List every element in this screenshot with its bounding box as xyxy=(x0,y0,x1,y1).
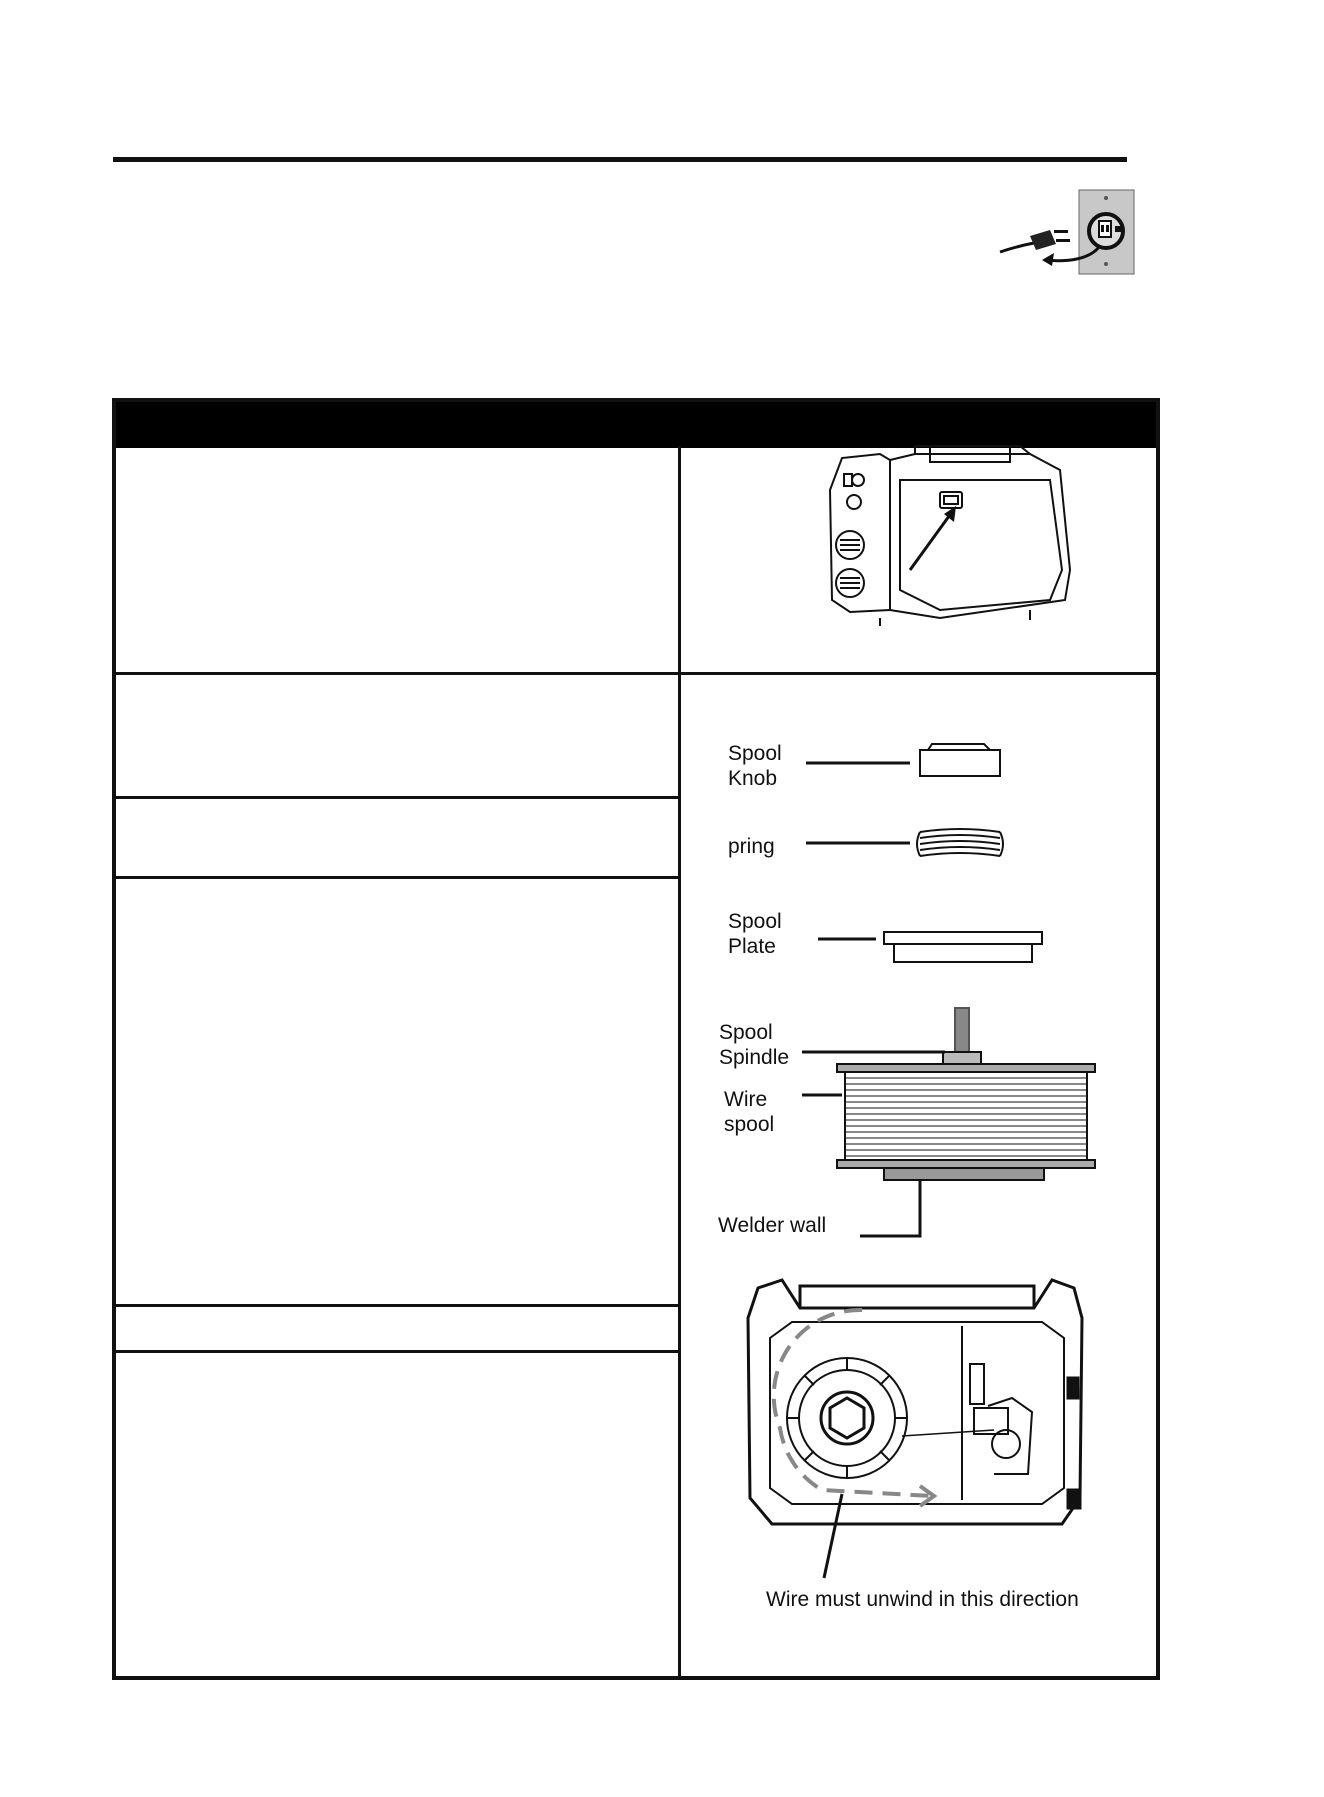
welder-side-panel-illustration xyxy=(820,450,1080,630)
spool-spindle-label: Spool Spindle xyxy=(719,1021,790,1069)
row-divider xyxy=(114,796,679,799)
welder-wire-direction-illustration xyxy=(742,1278,1094,1538)
unplug-from-outlet-icon xyxy=(998,188,1138,278)
section-divider xyxy=(113,157,1127,162)
spool-exploded-view-illustration xyxy=(780,740,1100,1240)
welder-wall-label: Welder wall xyxy=(718,1214,827,1237)
spool-plate-label: Spool Plate xyxy=(728,910,782,958)
row-divider xyxy=(114,1350,679,1353)
column-divider xyxy=(678,446,681,1678)
spool-knob-label: Spool Knob xyxy=(728,742,782,790)
unwind-direction-caption: Wire must unwind in this direction xyxy=(766,1588,1079,1611)
row-divider xyxy=(114,672,1158,675)
row-divider xyxy=(114,1304,679,1307)
wire-spool-label: Wire spool xyxy=(724,1088,775,1136)
spring-label: pring xyxy=(728,835,775,858)
row-divider xyxy=(114,876,679,879)
